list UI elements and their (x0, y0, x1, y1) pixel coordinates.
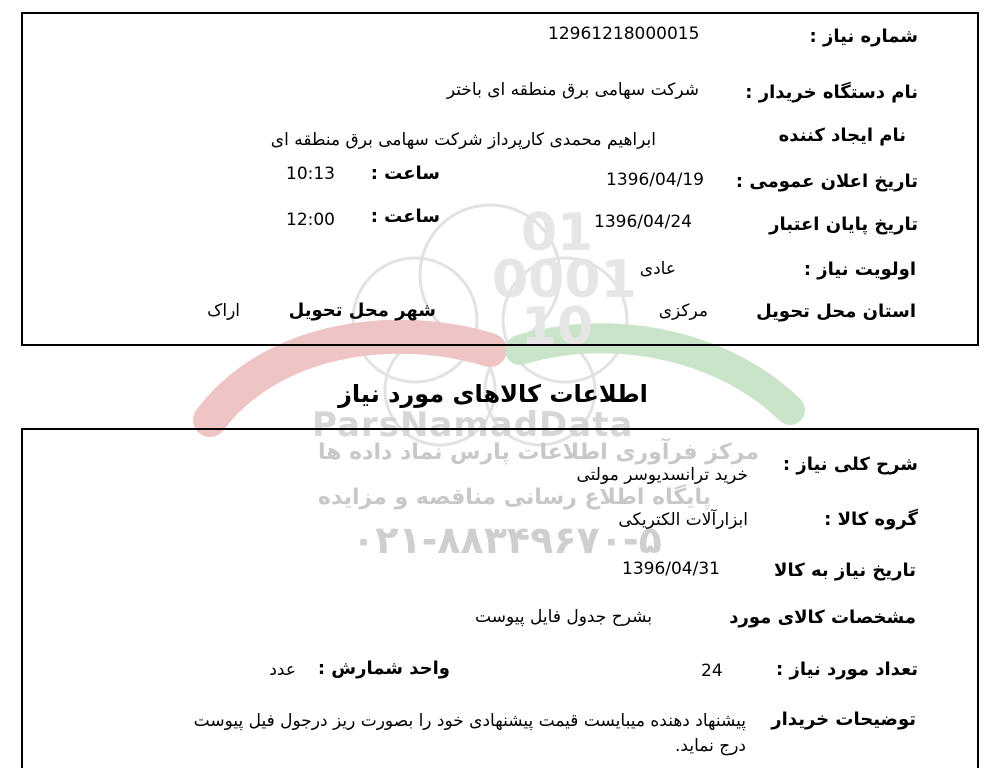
unit-value: عدد (269, 660, 296, 680)
goods-group-value: ابزارآلات الکتریکی (618, 510, 748, 530)
buyer-notes-line-2: درج نماید. (675, 736, 746, 756)
unit-label: واحد شمارش : (317, 658, 450, 679)
watermark-line-1: مرکز فرآوری اطلاعات پارس نماد داده ها (318, 440, 759, 465)
city-label: شهر محل تحویل (288, 300, 436, 321)
city-value: اراک (207, 301, 240, 321)
specs-label: مشخصات کالای مورد (729, 607, 916, 628)
need-number-value: 12961218000015 (548, 24, 700, 44)
need-number-label: شماره نیاز : (809, 26, 918, 47)
buyer-notes-line-1: پیشنهاد دهنده میبایست قیمت پیشنهادی خود را بصورت ریز درجول فیل پیوست (193, 711, 746, 731)
watermark-digits: 01 0001 10 (492, 203, 637, 357)
priority-value: عادی (639, 259, 676, 279)
watermark-phone: ۰۲۱-۸۸۳۴۹۶۷۰-۵ (352, 518, 662, 562)
watermark-line-2: پایگاه اطلاع رسانی مناقصه و مزایده (318, 485, 711, 510)
expiry-time-label: ساعت : (370, 206, 440, 227)
buyer-notes-label: توضیحات خریدار (771, 709, 916, 730)
need-date-label: تاریخ نیاز به کالا (774, 560, 916, 581)
quantity-value: 24 (701, 661, 723, 681)
announce-date-value: 1396/04/19 (606, 170, 704, 190)
expiry-time-value: 12:00 (286, 210, 335, 230)
goods-group-label: گروه کالا : (824, 509, 918, 530)
quantity-label: تعداد مورد نیاز : (776, 659, 918, 680)
expiry-date-value: 1396/04/24 (594, 212, 692, 232)
announce-time-value: 10:13 (286, 164, 335, 184)
goods-desc-value: خرید ترانسدیوسر مولتی (576, 465, 748, 485)
priority-label: اولویت نیاز : (803, 259, 916, 280)
expiry-date-label: تاریخ پایان اعتبار (769, 214, 918, 235)
creator-value: ابراهیم محمدی کارپرداز شرکت سهامی برق منطقه ای (270, 130, 656, 150)
specs-value: بشرح جدول فایل پیوست (475, 607, 652, 627)
announce-date-label: تاریخ اعلان عمومی : (735, 171, 918, 192)
province-label: استان محل تحویل (756, 301, 916, 322)
announce-time-label: ساعت : (370, 163, 440, 184)
buyer-value: شرکت سهامی برق منطقه ای باختر (446, 80, 699, 100)
watermark-brand: ParsNamadData (312, 405, 634, 445)
province-value: مرکزی (658, 301, 708, 321)
creator-label: نام ایجاد کننده (778, 125, 906, 146)
section-title: اطلاعات کالاهای مورد نیاز (338, 380, 648, 408)
buyer-label: نام دستگاه خریدار : (745, 82, 918, 103)
goods-desc-label: شرح کلی نیاز : (782, 454, 918, 475)
need-date-value: 1396/04/31 (622, 559, 720, 579)
